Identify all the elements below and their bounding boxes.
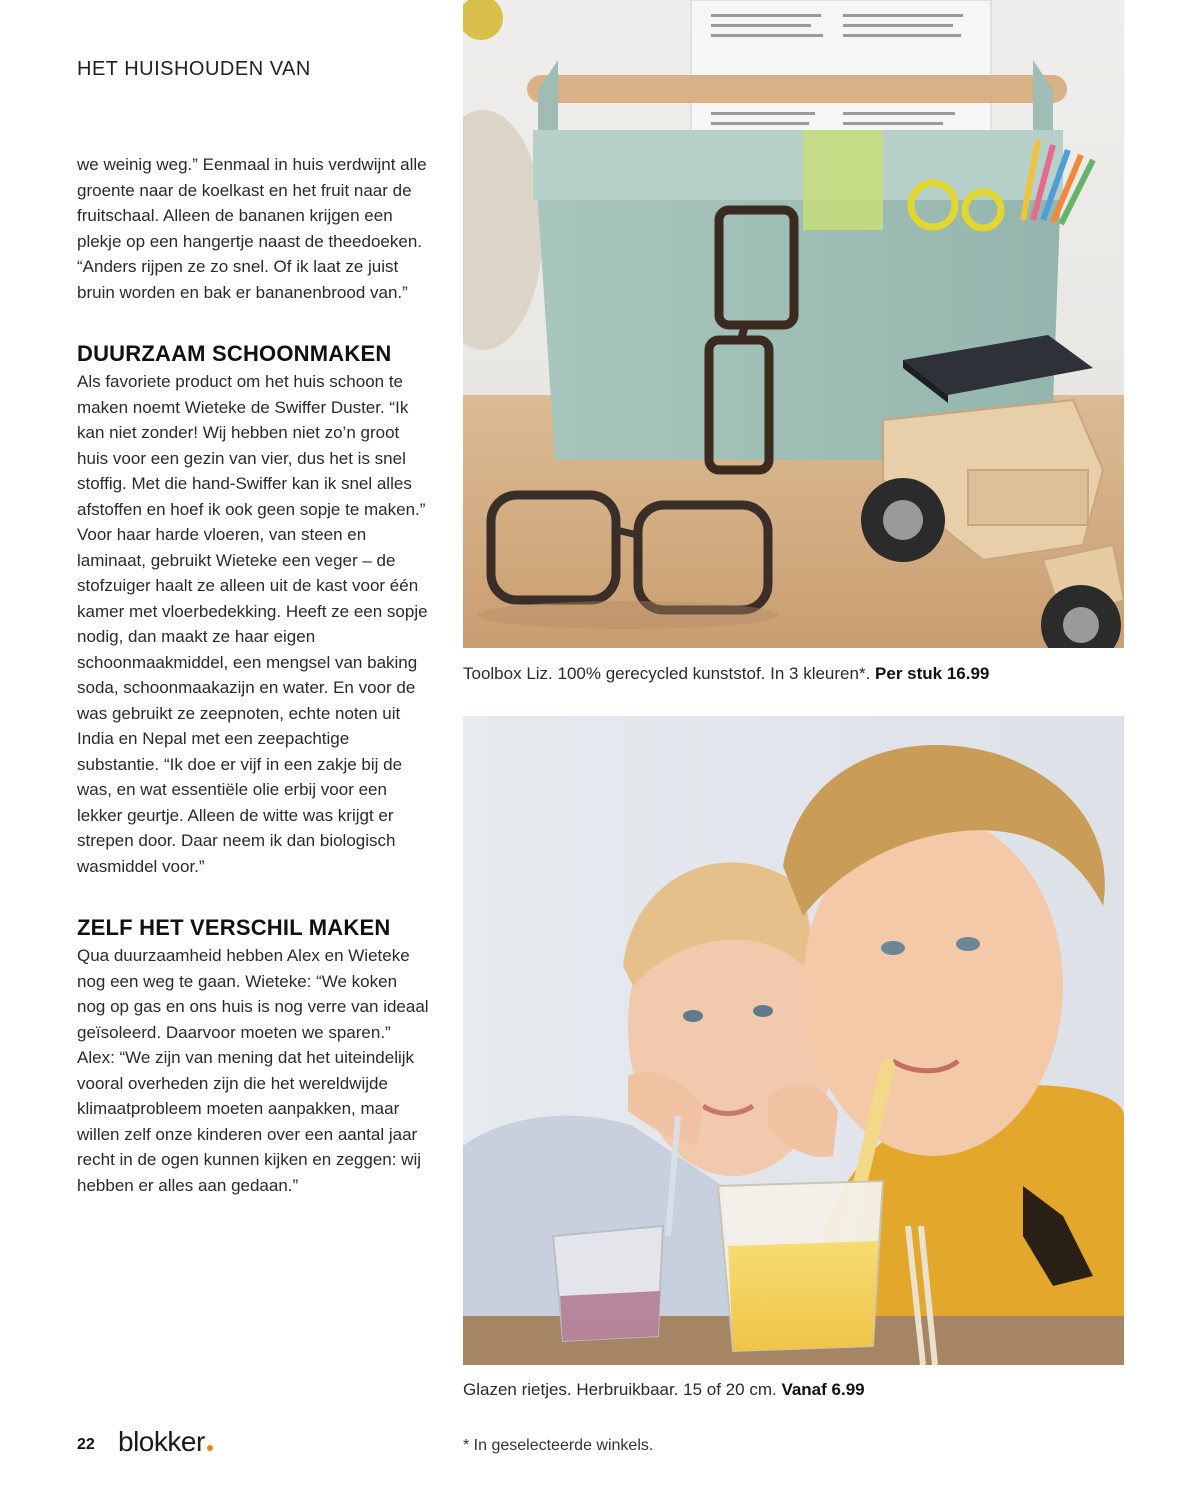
brand-logo-text: blokker [118,1426,205,1457]
footnote: * In geselecteerde winkels. [463,1437,654,1454]
straws-description: Glazen rietjes. Herbruikbaar. 15 of 20 cm. [463,1380,777,1399]
brand-logo-dot [207,1445,213,1451]
toolbox-photo [463,0,1124,648]
running-head: HET HUISHOUDEN VAN [77,58,311,80]
toolbox-caption [463,664,989,684]
toolbox-price: Per stuk 16.99 [875,664,990,683]
straws-photo [463,716,1124,1365]
straws-caption [463,1380,865,1400]
article-column [77,152,429,1198]
straws-illustration [463,716,1124,1365]
toolbox-illustration [463,0,1124,648]
section-heading-zelf-het-verschil: ZELF HET VERSCHIL MAKEN [77,915,391,940]
brand-logo [118,1424,213,1460]
section-body-duurzaam-schoonmaken: Als favoriete product om het huis schoon te maken noemt Wieteke de Swiffer Duster. “Ik kan niet zonder! Wij hebben niet zo’n groot huis voor een gezin van vier, dus het is snel stoffig. Met die hand-Swiffer kan ik snel alles afstoffen en hoef ik ook geen sopje te maken.” Voor haar harde vloeren, van steen en laminaat, gebruikt Wieteke een veger – de stofzuiger haalt ze alleen uit de kast voor één kamer met vloerbedekking. Heeft ze een sopje nodig, dan maakt ze haar eigen schoonmaakmiddel, een mengsel van baking soda, schoonmaakazijn en water. En voor de was gebruikt ze zeepnoten, echte noten uit India en Nepal met een zeepachtige substantie. “Ik doe er vijf in een zakje bij de was, en wat essentiële olie erbij voor een lekker geurtje. Alleen de witte was krijgt er strepen door. Daar neem ik dan biologisch wasmiddel voor.” [77,372,428,876]
intro-paragraph: we weinig weg.” Eenmaal in huis verdwijnt alle groente naar de koelkast en het fruit naar de fruitschaal. Alleen de bananen krijgen een plekje op een hangertje naast de theedoeken. “Anders rijpen ze zo snel. Of ik laat ze juist bruin worden en bak er bananenbrood van.” [77,155,427,302]
page-number: 22 [77,1436,95,1453]
straws-price: Vanaf 6.99 [781,1380,865,1399]
section-body-zelf-het-verschil: Qua duurzaamheid hebben Alex en Wieteke nog een weg te gaan. Wieteke: “We koken nog op gas en ons huis is nog verre van ideaal geïsoleerd. Daarvoor moeten we sparen.” Alex: “We zijn van mening dat het uiteindelijk vooral overheden zijn die het wereldwijde klimaatprobleem moeten aanpakken, maar willen zelf onze kinderen over een aantal jaar recht in de ogen kunnen kijken en zeggen: wij hebben er alles aan gedaan.” [77,946,429,1195]
section-heading-duurzaam-schoonmaken: DUURZAAM SCHOONMAKEN [77,341,392,366]
toolbox-description: Toolbox Liz. 100% gerecycled kunststof. In 3 kleuren*. [463,664,871,683]
